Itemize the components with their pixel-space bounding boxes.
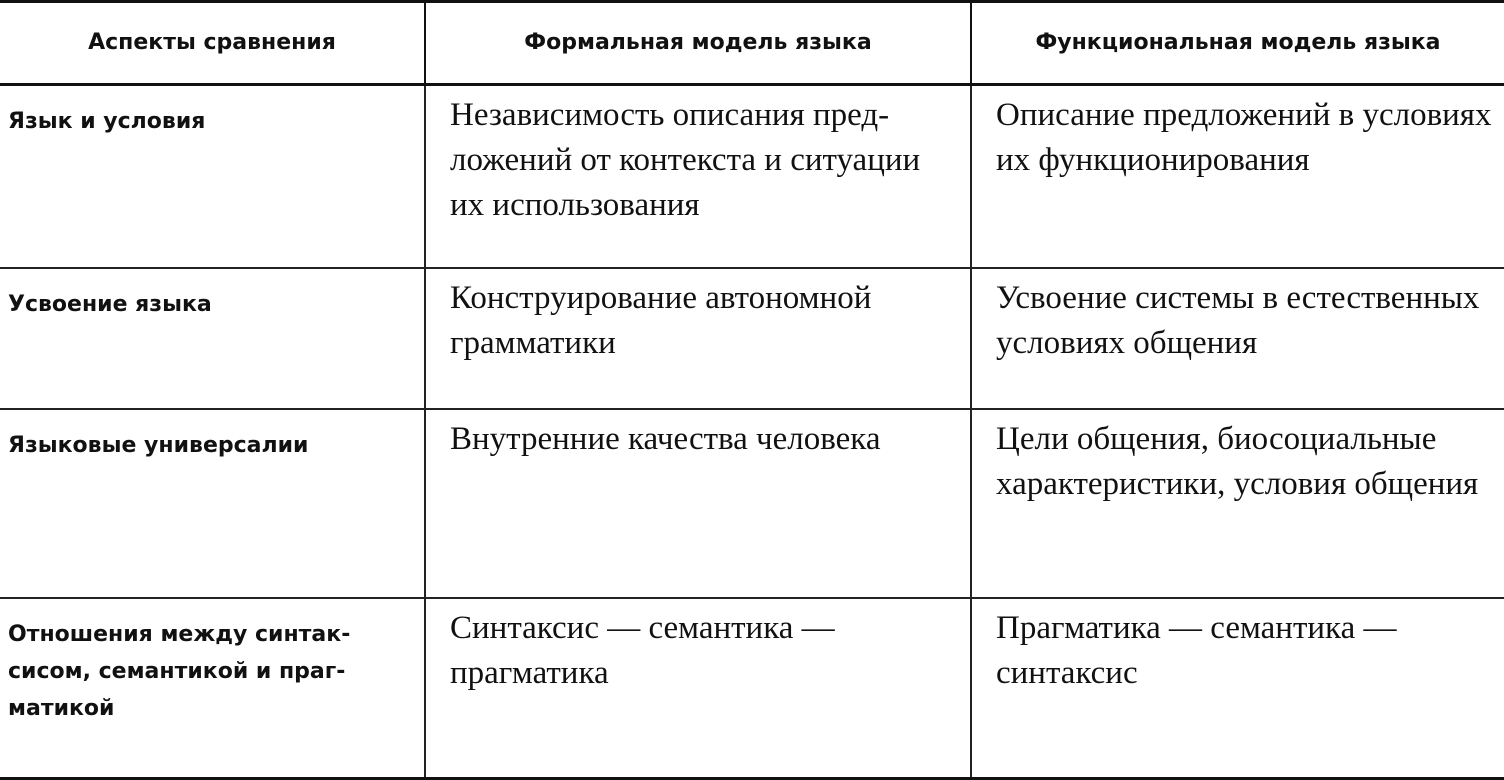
formal-cell: Синтаксис — семантика — прагматика (425, 598, 971, 779)
header-aspects: Аспекты сравнения (0, 2, 425, 85)
formal-cell: Независимость описания предложений от контекста и ситуации их использования (425, 85, 971, 269)
functional-cell: Прагматика — семантика — синтаксис (971, 598, 1504, 779)
formal-cell: Конструирование автономной грамматики (425, 268, 971, 409)
functional-cell: Описание предложений в условиях их функционирования (971, 85, 1504, 269)
functional-cell: Усвоение системы в естественных условиях общения (971, 268, 1504, 409)
aspect-cell: Языковые универсалии (0, 409, 425, 598)
aspect-cell: Усвоение языка (0, 268, 425, 409)
table-row (0, 268, 1504, 409)
table-row (0, 409, 1504, 598)
aspect-cell: Отношения между синтаксисом, семантикой и прагматикой (0, 598, 425, 779)
table-row (0, 85, 1504, 269)
functional-cell: Цели общения, биосоциальные характеристики, условия общения (971, 409, 1504, 598)
table-row (0, 598, 1504, 779)
table-header-row (0, 2, 1504, 85)
header-functional-model: Функциональная модель языка (971, 2, 1504, 85)
header-formal-model: Формальная модель языка (425, 2, 971, 85)
formal-cell: Внутренние качества человека (425, 409, 971, 598)
aspect-cell: Язык и условия (0, 85, 425, 269)
